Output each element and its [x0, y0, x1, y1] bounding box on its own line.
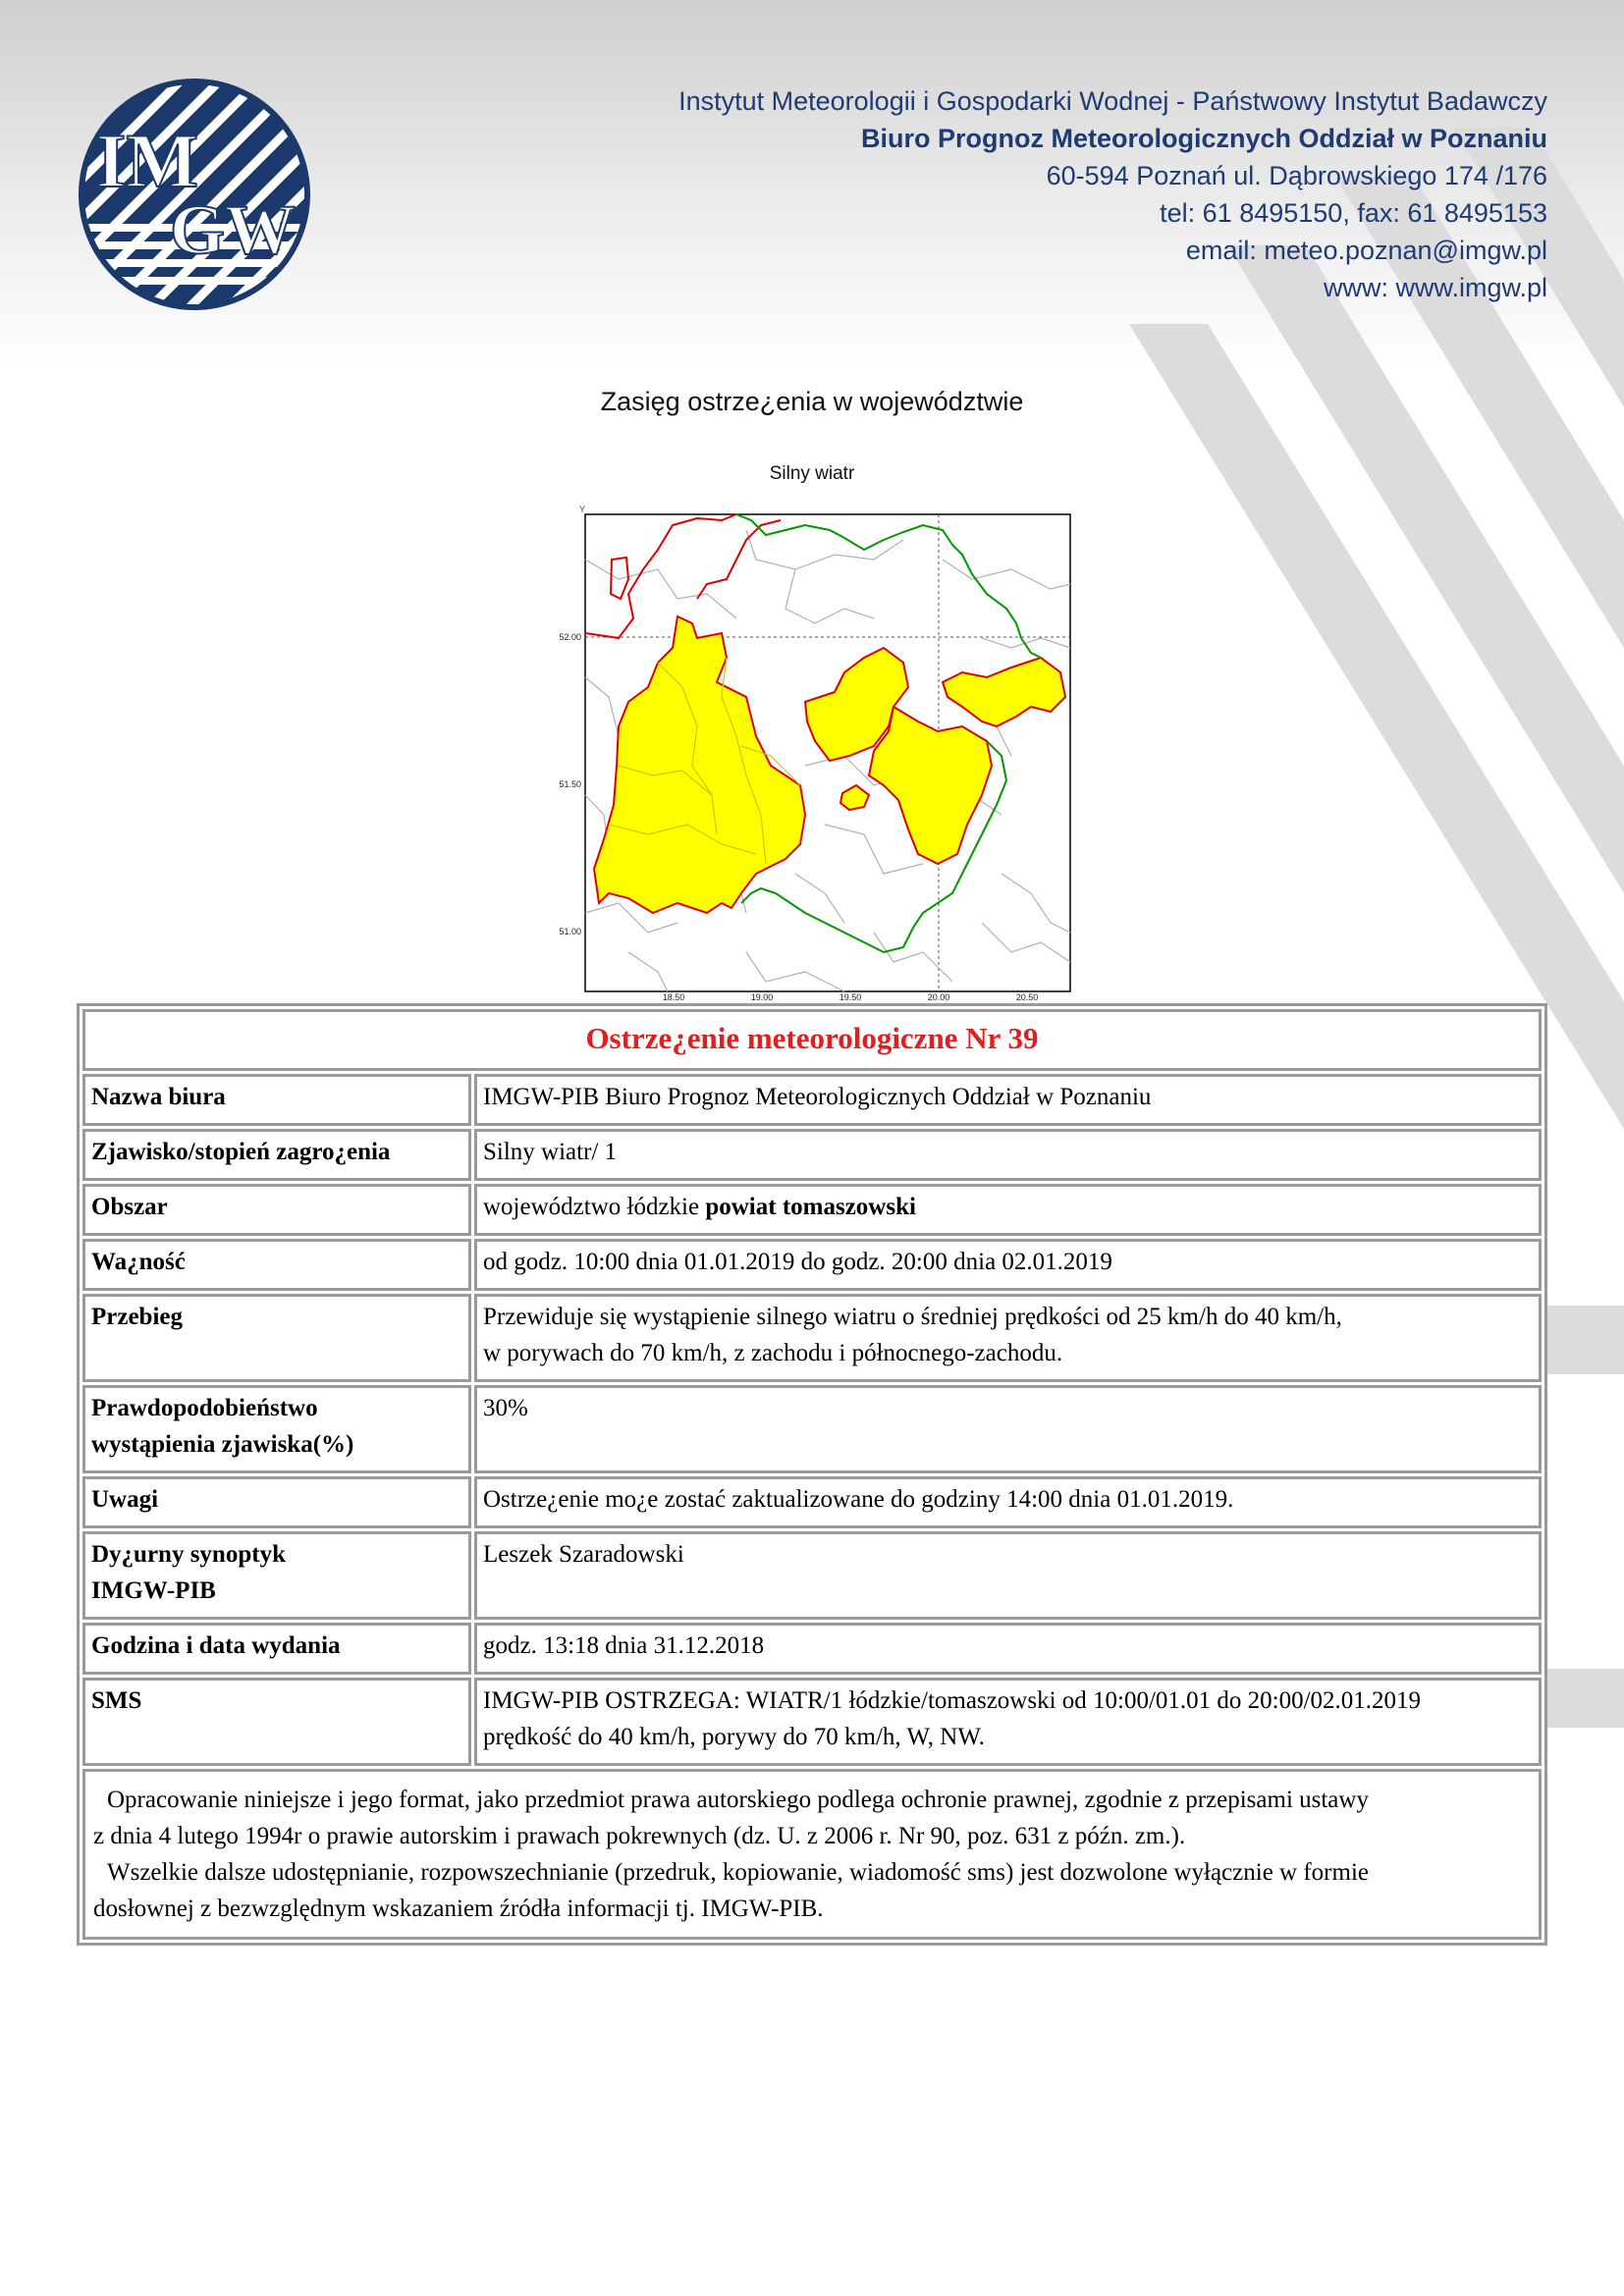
- row-value: [474, 1184, 1542, 1236]
- table-row: [82, 1678, 1542, 1766]
- synoptic-label-line-1: Dy¿urny synoptyk: [91, 1541, 286, 1568]
- row-label: Obszar: [82, 1184, 471, 1236]
- map-y-tick: 51.50: [559, 779, 581, 789]
- map-x-tick: 20.00: [927, 992, 950, 1001]
- table-row: [82, 1476, 1542, 1528]
- logo-text-gw: GW: [170, 190, 297, 269]
- map-x-tick: 18.50: [662, 992, 685, 1001]
- office-email[interactable]: email: meteo.poznan@imgw.pl: [1185, 236, 1547, 265]
- copyright-line-3: Wszelkie dalsze udostępnianie, rozpowszechnianie (przedruk, kopiowanie, wiadomość sms) jest dozwolone wyłącznie w formie: [107, 1859, 1369, 1886]
- sms-line-1: IMGW-PIB OSTRZEGA: WIATR/1 łódzkie/tomaszowski od 10:00/01.01 do 20:00/02.01.2019: [483, 1687, 1422, 1714]
- office-www[interactable]: www: www.imgw.pl: [1323, 273, 1547, 302]
- table-row: [82, 1385, 1542, 1473]
- warning-map: [550, 501, 1080, 1001]
- row-label: Zjawisko/stopień zagro¿enia: [82, 1129, 471, 1181]
- row-value: [474, 1294, 1542, 1382]
- map-x-tick: 20.50: [1015, 992, 1039, 1001]
- logo-text-im: IM: [96, 118, 198, 203]
- course-line-1: Przewiduje się wystąpienie silnego wiatru o średniej prędkości od 25 km/h do 40 km/h,: [483, 1304, 1342, 1330]
- row-value: od godz. 10:00 dnia 01.01.2019 do godz. 20:00 dnia 02.01.2019: [474, 1239, 1542, 1291]
- table-row: [82, 1129, 1542, 1181]
- map-subtitle: Silny wiatr: [769, 463, 855, 484]
- warning-table: [77, 1003, 1547, 1946]
- row-value: IMGW-PIB Biuro Prognoz Meteorologicznych Oddział w Poznaniu: [474, 1074, 1542, 1126]
- map-y-axis-label: Y: [579, 505, 586, 514]
- institution-header: [678, 82, 1547, 306]
- institute-name: Instytut Meteorologii i Gospodarki Wodnej - Państwowy Instytut Badawczy: [678, 86, 1547, 116]
- copyright-notice: [82, 1769, 1542, 1940]
- row-label: SMS: [82, 1678, 471, 1766]
- row-label: Nazwa biura: [82, 1074, 471, 1126]
- map-y-tick: 51.00: [559, 927, 581, 936]
- table-row: [82, 1531, 1542, 1620]
- row-value: Silny wiatr/ 1: [474, 1129, 1542, 1181]
- office-phone: tel: 61 8495150, fax: 61 8495153: [1160, 198, 1547, 228]
- area-county: powiat tomaszowski: [705, 1194, 916, 1220]
- table-row: [82, 1009, 1542, 1071]
- row-label: [82, 1531, 471, 1620]
- area-voivodeship: województwo łódzkie: [483, 1194, 700, 1220]
- row-value: Ostrze¿enie mo¿e zostać zaktualizowane do godziny 14:00 dnia 01.01.2019.: [474, 1476, 1542, 1528]
- warning-title: Ostrze¿enie meteorologiczne Nr 39: [82, 1009, 1542, 1071]
- probability-label-line-2: wystąpienia zjawiska(%): [91, 1431, 354, 1458]
- row-value: [474, 1678, 1542, 1766]
- row-label: Uwagi: [82, 1476, 471, 1528]
- probability-label-line-1: Prawdopodobieństwo: [91, 1395, 318, 1421]
- table-row: [82, 1239, 1542, 1291]
- table-row: [82, 1294, 1542, 1382]
- table-row: [82, 1074, 1542, 1126]
- office-name: Biuro Prognoz Meteorologicznych Oddział w Poznaniu: [860, 124, 1547, 153]
- imgw-logo: [77, 77, 312, 312]
- copyright-line-4: dosłownej z bezwzględnym wskazaniem źródła informacji tj. IMGW-PIB.: [93, 1896, 824, 1922]
- course-line-2: w porywach do 70 km/h, z zachodu i północnego-zachodu.: [483, 1340, 1063, 1366]
- copyright-line-1: Opracowanie niniejsze i jego format, jako przedmiot prawa autorskiego podlega ochronie prawnej, zgodnie z przepisami ustawy: [107, 1787, 1369, 1813]
- row-value: 30%: [474, 1385, 1542, 1473]
- row-value: Leszek Szaradowski: [474, 1531, 1542, 1620]
- table-row: [82, 1623, 1542, 1675]
- office-address: 60-594 Poznań ul. Dąbrowskiego 174 /176: [1046, 161, 1547, 190]
- map-y-tick: 52.00: [559, 632, 581, 642]
- table-row: [82, 1184, 1542, 1236]
- row-label: [82, 1385, 471, 1473]
- sms-line-2: prędkość do 40 km/h, porywy do 70 km/h, W, NW.: [483, 1724, 985, 1750]
- map-x-tick: 19.00: [750, 992, 774, 1001]
- row-label: Wa¿ność: [82, 1239, 471, 1291]
- copyright-line-2: z dnia 4 lutego 1994r o prawie autorskim i prawach pokrewnych (dz. U. z 2006 r. Nr 90, poz. 631 z późn. zm.).: [93, 1823, 1186, 1849]
- table-row: [82, 1769, 1542, 1940]
- row-value: godz. 13:18 dnia 31.12.2018: [474, 1623, 1542, 1675]
- map-caption: Zasięg ostrze¿enia w województwie: [600, 387, 1024, 416]
- map-x-tick: 19.50: [839, 992, 862, 1001]
- row-label: Przebieg: [82, 1294, 471, 1382]
- row-label: Godzina i data wydania: [82, 1623, 471, 1675]
- synoptic-label-line-2: IMGW-PIB: [91, 1577, 216, 1604]
